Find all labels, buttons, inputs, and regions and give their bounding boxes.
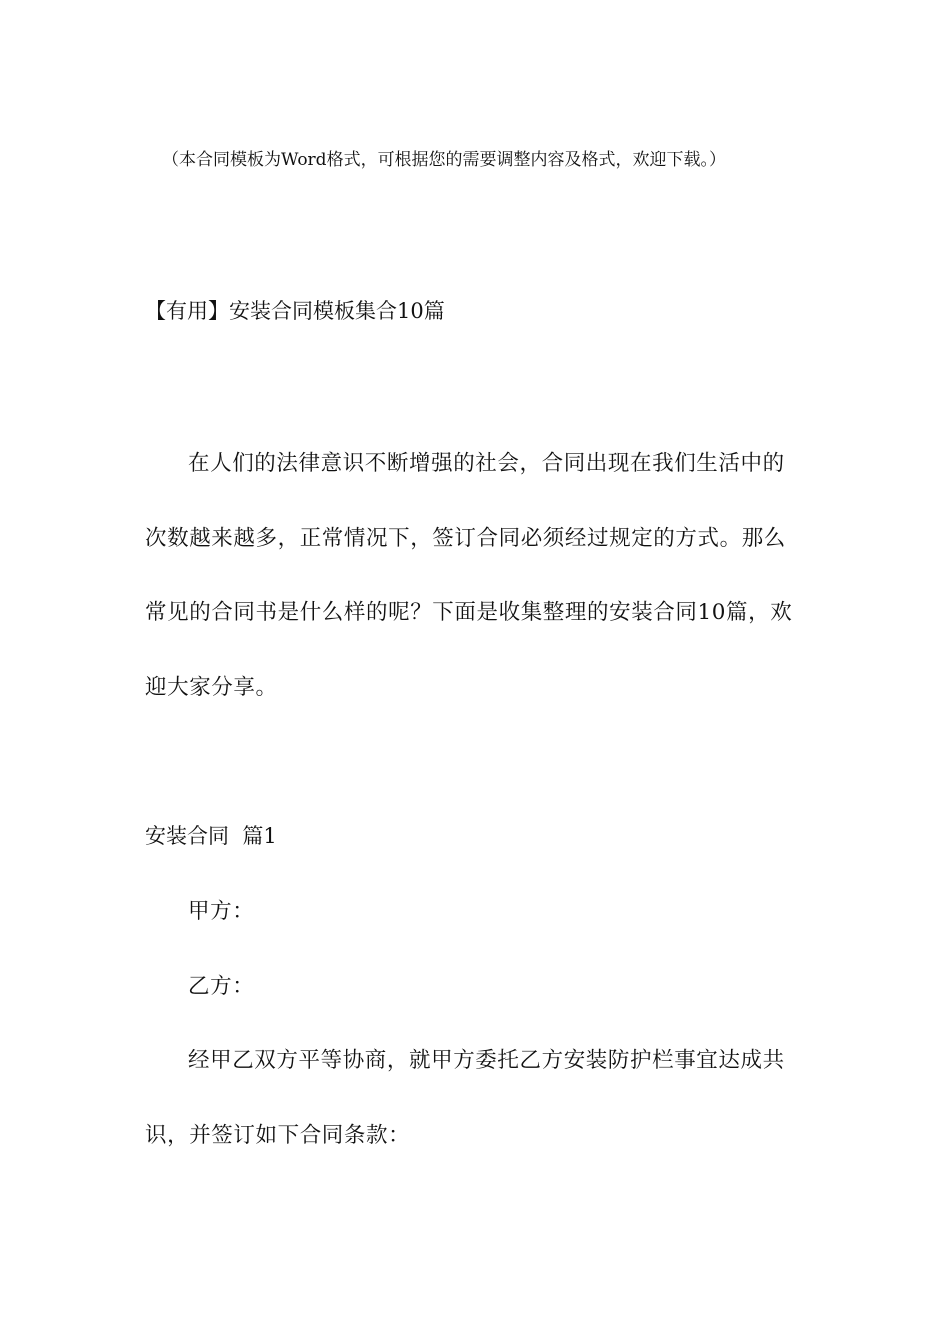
- intro-line: 在人们的法律意识不断增强的社会，合同出现在我们生活中的: [188, 451, 785, 476]
- intro-line: 次数越来越多，正常情况下，签订合同必须经过规定的方式。那么: [145, 526, 786, 551]
- party-a-label: 甲方：: [188, 899, 255, 924]
- section-heading: 安装合同 篇1: [145, 824, 277, 848]
- clause-line: 识，并签订如下合同条款：: [145, 1123, 411, 1148]
- party-b-label: 乙方：: [188, 974, 255, 999]
- intro-line: 常见的合同书是什么样的呢？下面是收集整理的安装合同10篇，欢: [145, 600, 793, 625]
- template-notice: （本合同模板为Word格式，可根据您的需要调整内容及格式，欢迎下载。）: [162, 150, 727, 170]
- document-title: 【有用】安装合同模板集合10篇: [145, 299, 445, 323]
- clause-line: 经甲乙双方平等协商，就甲方委托乙方安装防护栏事宜达成共: [188, 1048, 785, 1073]
- intro-line: 迎大家分享。: [145, 675, 278, 700]
